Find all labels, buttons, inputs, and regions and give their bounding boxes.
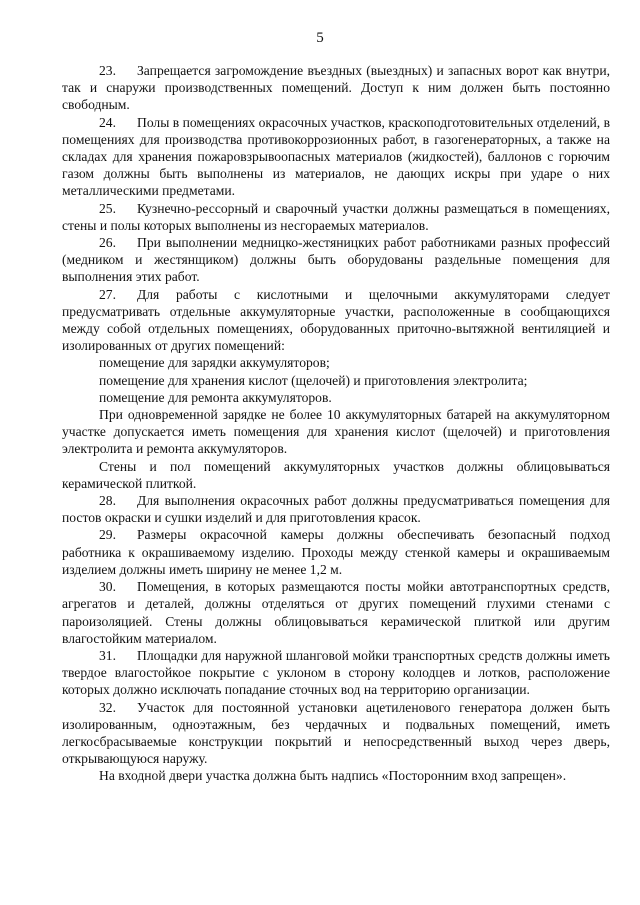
paragraph-29 (62, 526, 610, 578)
paragraph-text: Запрещается загромождение въездных (выездных) и запасных ворот как внутри, так и снаружи производственных помещений. Доступ к ним должен быть постоянно свободным. (62, 63, 610, 113)
paragraph-24 (62, 114, 610, 200)
paragraph-plain: При одновременной зарядке не более 10 аккумуляторных батарей на аккумуляторном участке допускается иметь помещения для хранения кислот (щелочей) и приготовления электролита и ремонта аккумуляторов. (62, 407, 610, 457)
paragraph-28 (62, 492, 610, 526)
paragraph-32 (62, 699, 610, 768)
document-body (62, 62, 610, 785)
paragraph-number: 26. (99, 235, 116, 251)
paragraph-text: Участок для постоянной установки ацетиленового генератора должен быть изолированным, одноэтажным, без чердачных и подвальных помещений, иметь легкосбрасываемые конструкции покрытий и непосредственный выход через дверь, открывающуюся наружу. (62, 699, 610, 767)
paragraph-27 (62, 286, 610, 355)
paragraph-text: Размеры окрасочной камеры должны обеспечивать безопасный подход работника к окрашиваемому изделию. Проходы между стенкой камеры и окрашиваемым изделием должны иметь ширину не менее 1,2 м. (62, 527, 610, 577)
paragraph-31 (62, 647, 610, 699)
paragraph-23 (62, 62, 610, 114)
paragraph-plain: На входной двери участка должна быть надпись «Посторонним вход запрещен». (99, 768, 567, 784)
paragraph-text: Площадки для наружной шланговой мойки транспортных средств должны иметь твердое влагостойкое покрытие с уклоном в сторону колодцев и лотков, расположение которых должно исключать попадание сточных вод на территорию организации. (62, 647, 610, 698)
paragraph-plain: Стены и пол помещений аккумуляторных участков должны облицовываться керамической плиткой. (62, 458, 610, 491)
paragraph-text: Помещения, в которых размещаются посты мойки автотранспортных средств, агрегатов и деталей, должны отделяться от других помещений глухими стенами с пароизоляцией. Стены должны облицовываться керамической плиткой или другим влагостойким материалом. (62, 579, 610, 646)
paragraph-30 (62, 578, 610, 647)
list-item: помещение для хранения кислот (щелочей) и приготовления электролита; (99, 372, 528, 388)
paragraph-text: Для выполнения окрасочных работ должны предусматриваться помещения для постов окраски и сушки изделий и для приготовления красок. (62, 493, 610, 526)
paragraph-number: 23. (99, 63, 116, 78)
paragraph-text: Кузнечно-рессорный и сварочный участки должны размещаться в помещениях, стены и полы которых выполнены из несгораемых материалов. (62, 200, 610, 233)
paragraph-25 (62, 200, 610, 234)
paragraph-number: 32. (99, 699, 116, 715)
paragraph-number: 27. (99, 286, 116, 302)
paragraph-26 (62, 234, 610, 286)
paragraph-text: Полы в помещениях окрасочных участков, краскоподготовительных отделений, в помещениях для производства противокоррозионных работ, в газогенераторных, а также на складах для хранения пожаровзрывоопасных материалов (жидкостей), баллонов с горючим газом должны быть выполнены из материалов, не дающих искры при ударе о них металлическими предметами. (62, 114, 610, 199)
page-number: 5 (316, 30, 324, 46)
paragraph-number: 25. (99, 200, 116, 216)
paragraph-text: Для работы с кислотными и щелочными аккумуляторами следует предусматривать отдельные аккумуляторные участки, расположенные в сообщающихся между собой отдельных помещениях, оборудованных приточно-вытяжной вентиляцией и изолированных от других помещений: (62, 286, 610, 354)
paragraph-number: 28. (99, 493, 116, 509)
paragraph-number: 24. (99, 114, 116, 130)
paragraph-number: 29. (99, 527, 116, 543)
paragraph-text: При выполнении медницко-жестяницких работ работниками разных профессий (медником и жестянщиком) должны быть оборудованы раздельные помещения для выполнения этих работ. (62, 235, 610, 285)
list-item: помещение для ремонта аккумуляторов. (99, 389, 332, 405)
paragraph-number: 30. (99, 579, 116, 595)
list-item: помещение для зарядки аккумуляторов; (99, 355, 330, 371)
paragraph-number: 31. (99, 647, 116, 663)
